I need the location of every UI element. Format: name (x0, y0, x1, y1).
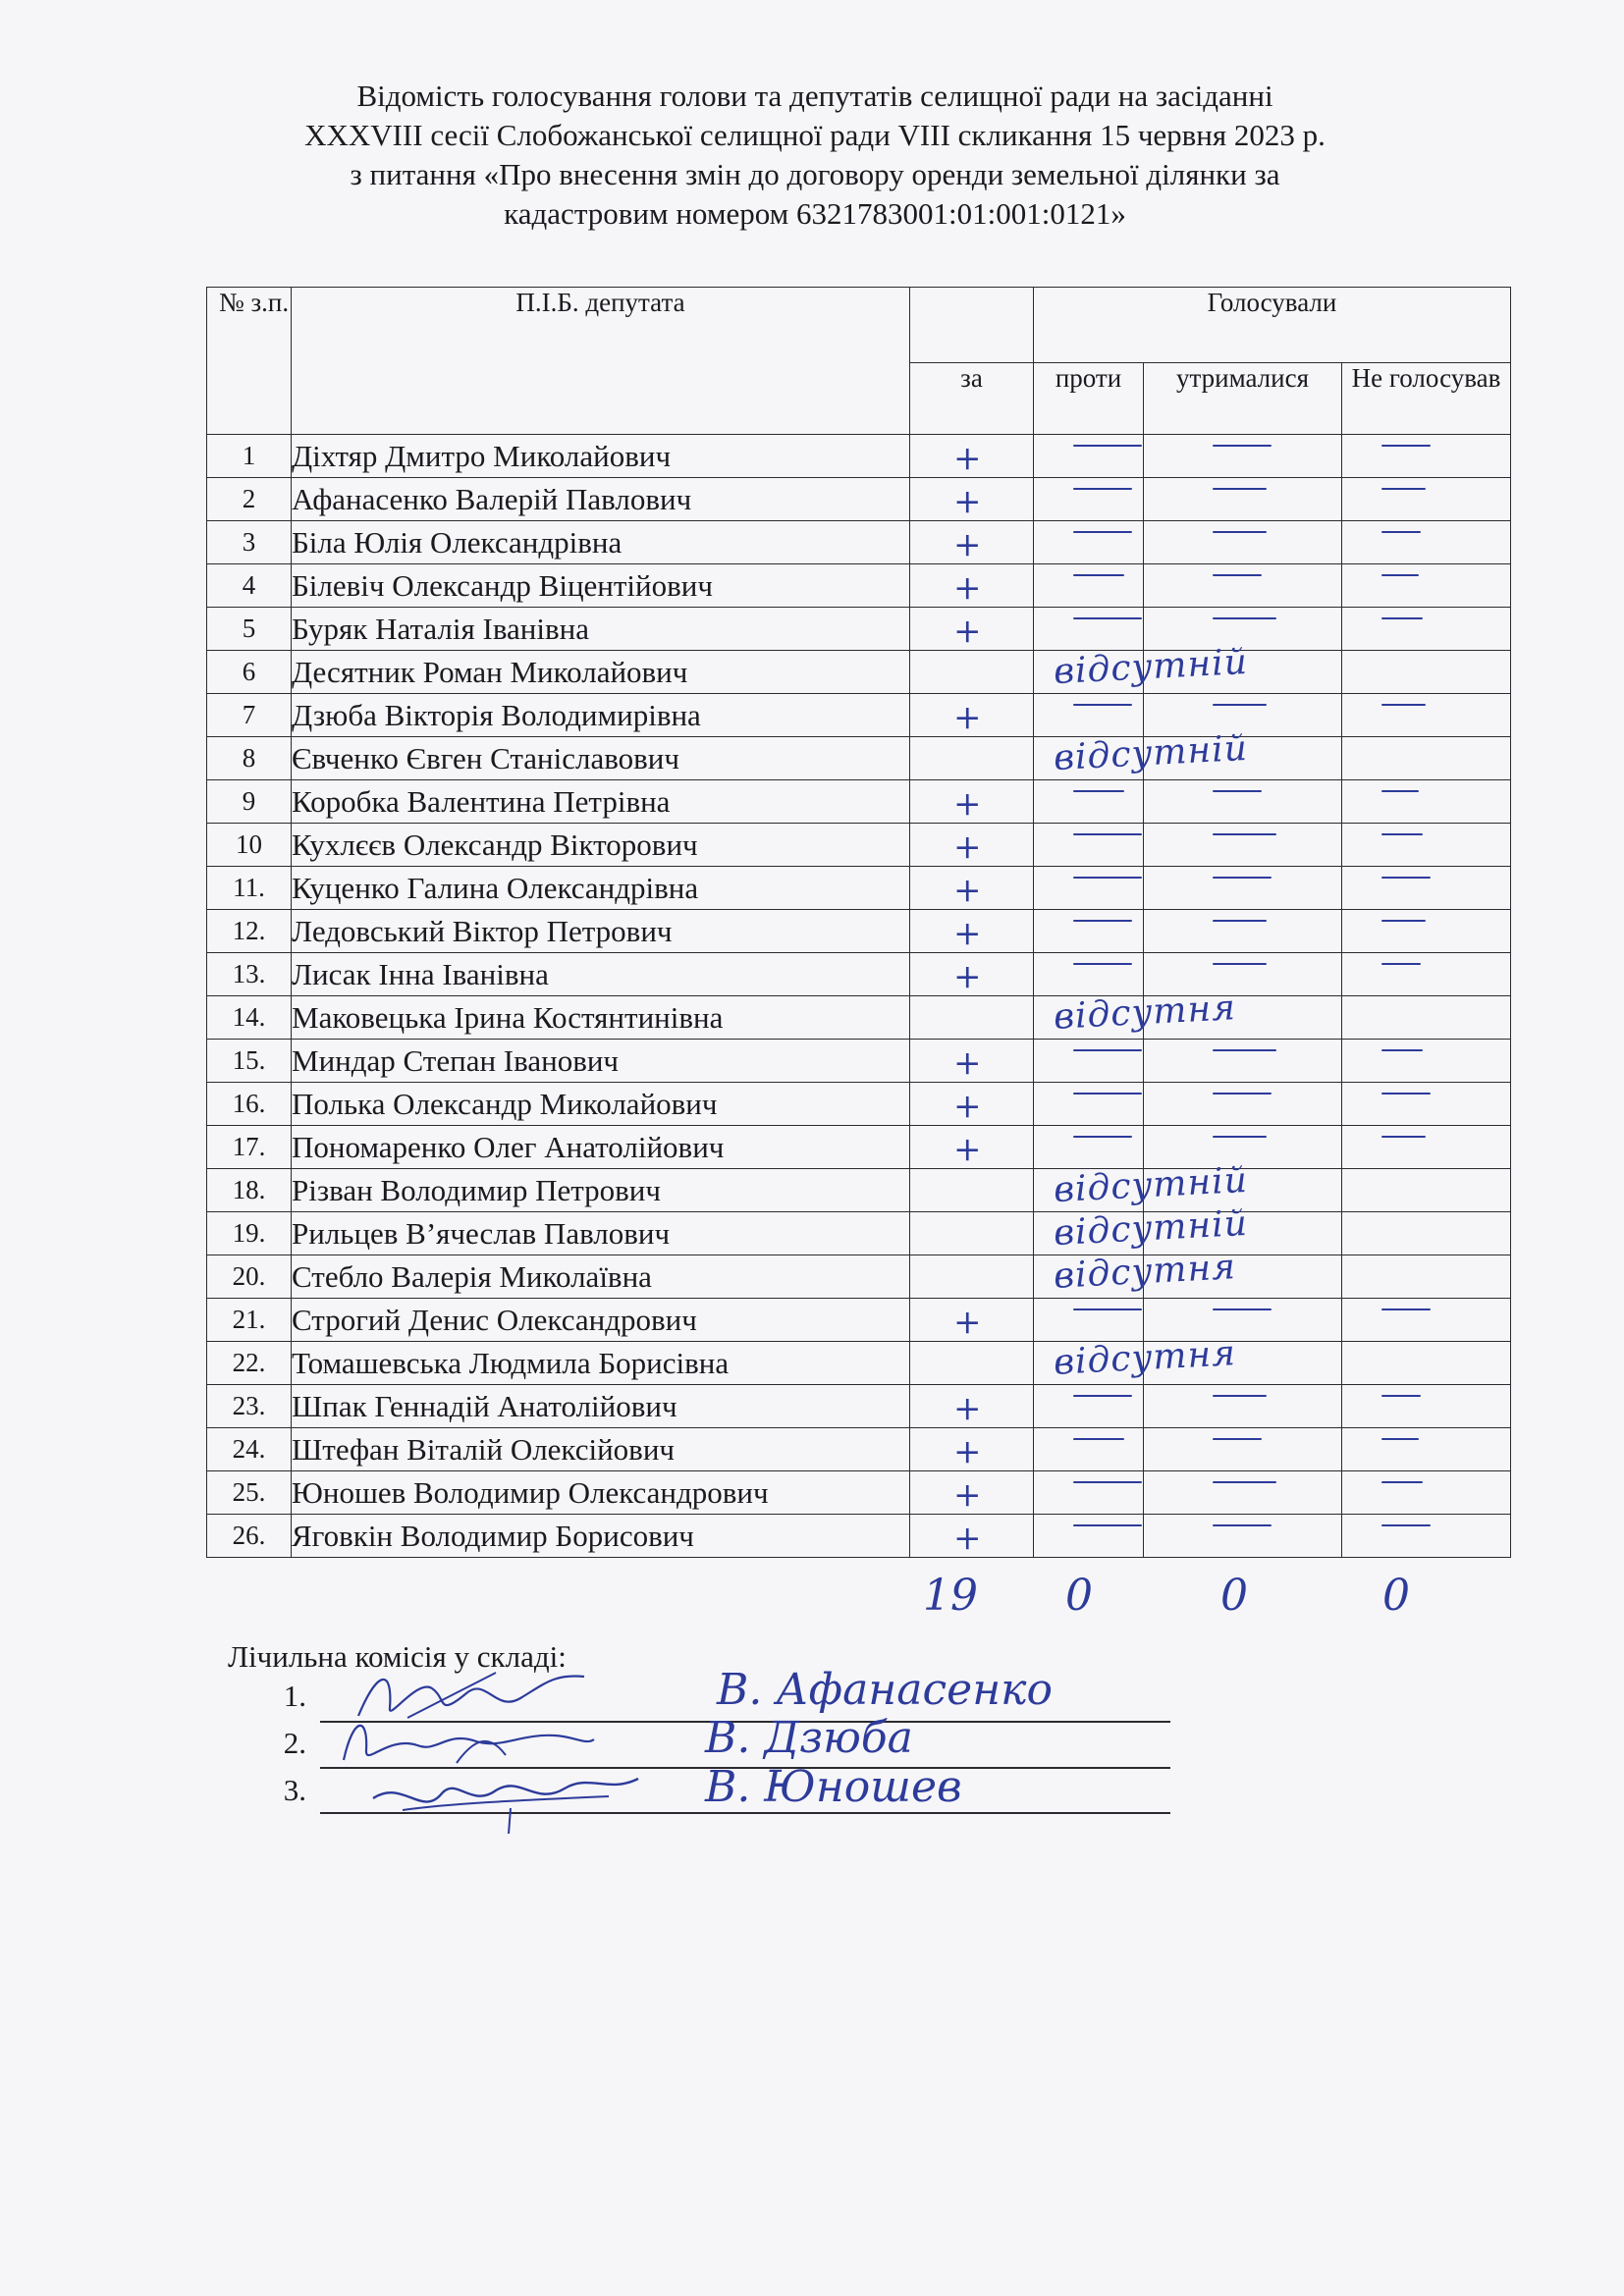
vote-utrym-cell (1144, 953, 1342, 996)
vote-za-cell (910, 910, 1034, 953)
commission-number: 3. (283, 1773, 306, 1807)
vote-dash-mark (1213, 1049, 1276, 1051)
row-number: 25. (207, 1471, 292, 1515)
vote-proty-cell (1034, 608, 1144, 651)
vote-za-cell (910, 1385, 1034, 1428)
vote-utrym-cell (1144, 564, 1342, 608)
row-number: 8 (207, 737, 292, 780)
vote-dash-mark (1213, 963, 1267, 965)
vote-dash-mark (1381, 1395, 1421, 1397)
vote-plus-mark: + (953, 1043, 982, 1083)
document-title (196, 77, 1434, 234)
vote-za-cell (910, 1428, 1034, 1471)
vote-dash-mark (1381, 1136, 1426, 1138)
deputy-name: Ледовський Віктор Петрович (292, 910, 910, 953)
vote-dash-mark (1073, 920, 1132, 922)
vote-dash-mark (1381, 833, 1423, 835)
vote-proty-cell (1034, 727, 1249, 780)
table-row (207, 1212, 1511, 1255)
vote-dash-mark (1213, 920, 1267, 922)
deputy-name: Миндар Степан Іванович (292, 1040, 910, 1083)
vote-utrym-cell (1144, 1040, 1342, 1083)
vote-ne-cell (1342, 478, 1511, 521)
row-number: 16. (207, 1083, 292, 1126)
deputy-name: Полька Олександр Миколайович (292, 1083, 910, 1126)
vote-za-cell (910, 996, 1034, 1040)
row-number: 1 (207, 435, 292, 478)
table-row (207, 694, 1511, 737)
vote-proty-cell (1034, 780, 1144, 824)
vote-plus-mark: + (953, 439, 982, 478)
row-number: 10 (207, 824, 292, 867)
vote-ne-cell (1342, 435, 1511, 478)
vote-proty-cell (1034, 1333, 1237, 1385)
table-row (207, 910, 1511, 953)
vote-ne-cell (1342, 1515, 1511, 1558)
vote-utrym-cell (1144, 1471, 1342, 1515)
signature-3 (363, 1749, 658, 1838)
vote-dash-mark (1381, 617, 1423, 619)
deputy-name: Біла Юлія Олександрівна (292, 521, 910, 564)
vote-za-cell (910, 780, 1034, 824)
vote-za-cell (910, 564, 1034, 608)
vote-plus-mark: + (953, 957, 982, 996)
vote-ne-cell (1342, 953, 1511, 996)
vote-dash-mark (1213, 445, 1272, 447)
header-number-label: № з.п. (219, 288, 290, 317)
vote-plus-mark: + (953, 482, 982, 521)
vote-dash-mark (1073, 531, 1132, 533)
vote-dash-mark (1073, 488, 1132, 490)
table-row (207, 1126, 1511, 1169)
vote-plus-mark: + (953, 914, 982, 953)
absent-note: відсутня (1053, 988, 1237, 1038)
row-number: 3 (207, 521, 292, 564)
vote-za-cell (910, 478, 1034, 521)
row-number: 18. (207, 1169, 292, 1212)
vote-proty-cell (1034, 478, 1144, 521)
commission-number: 2. (283, 1726, 306, 1760)
deputy-name: Лисак Інна Іванівна (292, 953, 910, 996)
vote-dash-mark (1073, 617, 1142, 619)
vote-proty-cell (1034, 910, 1144, 953)
deputy-name: Дзюба Вікторія Володимирівна (292, 694, 910, 737)
deputy-name: Куценко Галина Олександрівна (292, 867, 910, 910)
commission-line-2 (228, 1726, 320, 1761)
vote-za-cell (910, 435, 1034, 478)
vote-ne-cell (1342, 780, 1511, 824)
vote-za-cell (910, 953, 1034, 996)
table-row (207, 867, 1511, 910)
vote-dash-mark (1073, 1395, 1132, 1397)
vote-utrym-cell (1144, 824, 1342, 867)
deputy-name: Шпак Геннадій Анатолійович (292, 1385, 910, 1428)
table-row (207, 608, 1511, 651)
vote-utrym-cell (1144, 1515, 1342, 1558)
vote-ne-cell (1342, 1385, 1511, 1428)
absent-note: відсутня (1053, 1247, 1237, 1297)
vote-proty-cell (1034, 1040, 1144, 1083)
vote-dash-mark (1213, 574, 1262, 576)
vote-utrym-cell (1144, 1428, 1342, 1471)
row-number: 22. (207, 1342, 292, 1385)
vote-plus-mark: + (953, 1087, 982, 1126)
vote-dash-mark (1073, 574, 1124, 576)
vote-dash-mark (1213, 531, 1267, 533)
row-number: 19. (207, 1212, 292, 1255)
vote-ne-cell (1342, 1083, 1511, 1126)
vote-proty-cell (1034, 1159, 1249, 1212)
vote-proty-cell (1034, 521, 1144, 564)
vote-dash-mark (1381, 920, 1426, 922)
vote-proty-cell (1034, 1083, 1144, 1126)
vote-za-cell (910, 694, 1034, 737)
vote-proty-cell (1034, 867, 1144, 910)
row-number: 13. (207, 953, 292, 996)
header-za: за (910, 363, 1034, 435)
commission-line-3 (228, 1773, 320, 1808)
commission-member-name: В. Афанасенко (717, 1665, 1053, 1715)
table-row (207, 1515, 1511, 1558)
vote-dash-mark (1213, 1395, 1267, 1397)
vote-plus-mark: + (953, 828, 982, 867)
table-row (207, 564, 1511, 608)
header-proty: проти (1034, 363, 1144, 435)
vote-dash-mark (1213, 833, 1276, 835)
row-number: 24. (207, 1428, 292, 1471)
vote-utrym-cell (1144, 1212, 1342, 1255)
row-number: 21. (207, 1299, 292, 1342)
commission-line-1 (228, 1679, 320, 1714)
vote-dash-mark (1213, 1524, 1272, 1526)
header-utrym: утрималися (1144, 363, 1342, 435)
table-row (207, 1083, 1511, 1126)
vote-dash-mark (1381, 877, 1431, 879)
vote-proty-cell (1034, 1247, 1237, 1299)
vote-proty-cell (1034, 1299, 1144, 1342)
vote-dash-mark (1073, 1136, 1132, 1138)
absent-note: відсутній (1053, 641, 1249, 693)
vote-dash-mark (1381, 1438, 1419, 1440)
vote-proty-cell (1034, 1202, 1249, 1255)
deputy-name: Діхтяр Дмитро Миколайович (292, 435, 910, 478)
vote-za-cell (910, 521, 1034, 564)
table-row (207, 651, 1511, 694)
header-fio: П.І.Б. депутата (292, 288, 910, 435)
deputy-name: Строгий Денис Олександрович (292, 1299, 910, 1342)
table-row (207, 478, 1511, 521)
vote-dash-mark (1213, 488, 1267, 490)
vote-ne-cell (1342, 737, 1511, 780)
table-row (207, 1342, 1511, 1385)
vote-dash-mark (1381, 488, 1426, 490)
vote-utrym-cell (1144, 737, 1342, 780)
vote-proty-cell (1034, 435, 1144, 478)
deputy-name: Яговкін Володимир Борисович (292, 1515, 910, 1558)
vote-utrym-cell (1144, 1385, 1342, 1428)
vote-za-cell (910, 1083, 1034, 1126)
deputy-name: Євченко Євген Станіславович (292, 737, 910, 780)
table-row (207, 521, 1511, 564)
header-blank (910, 288, 1034, 363)
vote-dash-mark (1073, 833, 1142, 835)
vote-ne-cell (1342, 824, 1511, 867)
vote-dash-mark (1213, 1308, 1272, 1310)
deputy-name: Різван Володимир Петрович (292, 1169, 910, 1212)
vote-ne-cell (1342, 1040, 1511, 1083)
vote-dash-mark (1213, 877, 1272, 879)
vote-dash-mark (1073, 1308, 1142, 1310)
vote-ne-cell (1342, 1428, 1511, 1471)
vote-plus-mark: + (953, 784, 982, 824)
vote-za-cell (910, 1515, 1034, 1558)
vote-proty-cell (1034, 694, 1144, 737)
row-number: 6 (207, 651, 292, 694)
title-line-1: Відомість голосування голови та депутатів селищної ради на засіданні (356, 79, 1273, 113)
vote-dash-mark (1073, 1438, 1124, 1440)
title-line-3: з питання «Про внесення змін до договору оренди земельної ділянки за (350, 157, 1280, 191)
vote-dash-mark (1381, 1093, 1431, 1095)
vote-ne-cell (1342, 1212, 1511, 1255)
vote-za-cell (910, 1471, 1034, 1515)
row-number: 20. (207, 1255, 292, 1299)
vote-ne-cell (1342, 521, 1511, 564)
vote-proty-cell (1034, 1515, 1144, 1558)
row-number: 7 (207, 694, 292, 737)
vote-za-cell (910, 1299, 1034, 1342)
vote-dash-mark (1073, 1093, 1142, 1095)
vote-ne-cell (1342, 910, 1511, 953)
vote-plus-mark: + (953, 525, 982, 564)
table-row (207, 1299, 1511, 1342)
vote-plus-mark: + (953, 612, 982, 651)
vote-za-cell (910, 867, 1034, 910)
vote-proty-cell (1034, 824, 1144, 867)
vote-za-cell (910, 1342, 1034, 1385)
commission-member-name: В. Дзюба (705, 1713, 913, 1763)
table-row (207, 1471, 1511, 1515)
deputy-name: Пономаренко Олег Анатолійович (292, 1126, 910, 1169)
vote-ne-cell (1342, 867, 1511, 910)
vote-plus-mark: + (953, 568, 982, 608)
absent-note: відсутній (1053, 727, 1249, 779)
deputy-name: Томашевська Людмила Борисівна (292, 1342, 910, 1385)
vote-utrym-cell (1144, 1299, 1342, 1342)
vote-dash-mark (1073, 1049, 1142, 1051)
vote-ne-cell (1342, 564, 1511, 608)
vote-dash-mark (1381, 790, 1419, 792)
vote-ne-cell (1342, 694, 1511, 737)
vote-za-cell (910, 1040, 1034, 1083)
vote-ne-cell (1342, 1255, 1511, 1299)
row-number: 26. (207, 1515, 292, 1558)
vote-utrym-cell (1144, 1255, 1342, 1299)
vote-utrym-cell (1144, 651, 1342, 694)
vote-dash-mark (1073, 1524, 1142, 1526)
vote-plus-mark: + (953, 698, 982, 737)
commission-member-name: В. Юношев (705, 1762, 962, 1812)
vote-plus-mark: + (953, 1130, 982, 1169)
vote-plus-mark: + (953, 1303, 982, 1342)
table-row (207, 737, 1511, 780)
table-row (207, 1385, 1511, 1428)
row-number: 9 (207, 780, 292, 824)
deputy-name: Юношев Володимир Олександрович (292, 1471, 910, 1515)
vote-dash-mark (1381, 1308, 1431, 1310)
total-utrym: 0 (1220, 1571, 1248, 1621)
total-proty: 0 (1065, 1571, 1093, 1621)
header-number (207, 288, 292, 435)
total-za: 19 (923, 1571, 978, 1621)
vote-dash-mark (1213, 1481, 1276, 1483)
vote-za-cell (910, 1169, 1034, 1212)
vote-dash-mark (1213, 617, 1276, 619)
deputy-name: Коробка Валентина Петрівна (292, 780, 910, 824)
table-row (207, 1169, 1511, 1212)
vote-dash-mark (1381, 963, 1421, 965)
vote-utrym-cell (1144, 996, 1342, 1040)
row-number: 15. (207, 1040, 292, 1083)
vote-proty-cell (1034, 564, 1144, 608)
vote-dash-mark (1073, 877, 1142, 879)
vote-proty-cell (1034, 953, 1144, 996)
vote-za-cell (910, 651, 1034, 694)
table-row (207, 1255, 1511, 1299)
vote-proty-cell (1034, 641, 1249, 694)
vote-proty-cell (1034, 988, 1237, 1040)
vote-dash-mark (1073, 445, 1142, 447)
vote-plus-mark: + (953, 1519, 982, 1558)
total-ne: 0 (1382, 1571, 1410, 1621)
title-line-4: кадастровим номером 6321783001:01:001:0121» (504, 196, 1126, 231)
vote-proty-cell (1034, 1471, 1144, 1515)
vote-utrym-cell (1144, 867, 1342, 910)
table-row (207, 1040, 1511, 1083)
vote-dash-mark (1073, 704, 1132, 706)
vote-proty-cell (1034, 1428, 1144, 1471)
commission-number: 1. (283, 1679, 306, 1713)
table-row (207, 435, 1511, 478)
vote-plus-mark: + (953, 1475, 982, 1515)
vote-dash-mark (1381, 1524, 1431, 1526)
vote-dash-mark (1213, 704, 1267, 706)
header-voted: Голосували (1034, 288, 1511, 363)
vote-dash-mark (1213, 1438, 1262, 1440)
title-line-2: XXXVIII сесії Слобожанської селищної ради VIII скликання 15 червня 2023 р. (304, 118, 1326, 152)
voting-table (206, 287, 1511, 1558)
header-ne: Не голосував (1342, 363, 1511, 435)
deputy-name: Рильцев В’ячеслав Павлович (292, 1212, 910, 1255)
vote-ne-cell (1342, 996, 1511, 1040)
row-number: 4 (207, 564, 292, 608)
vote-dash-mark (1381, 574, 1419, 576)
vote-ne-cell (1342, 1471, 1511, 1515)
table-row (207, 780, 1511, 824)
vote-ne-cell (1342, 1126, 1511, 1169)
vote-utrym-cell (1144, 1342, 1342, 1385)
row-number: 11. (207, 867, 292, 910)
deputy-name: Кухлєєв Олександр Вікторович (292, 824, 910, 867)
vote-utrym-cell (1144, 435, 1342, 478)
vote-plus-mark: + (953, 1389, 982, 1428)
vote-dash-mark (1381, 531, 1421, 533)
vote-ne-cell (1342, 1299, 1511, 1342)
vote-utrym-cell (1144, 478, 1342, 521)
vote-dash-mark (1213, 1136, 1267, 1138)
vote-dash-mark (1381, 1049, 1423, 1051)
vote-ne-cell (1342, 1342, 1511, 1385)
deputy-name: Афанасенко Валерій Павлович (292, 478, 910, 521)
vote-ne-cell (1342, 1169, 1511, 1212)
vote-utrym-cell (1144, 1083, 1342, 1126)
vote-za-cell (910, 608, 1034, 651)
vote-utrym-cell (1144, 521, 1342, 564)
deputy-name: Штефан Віталій Олексійович (292, 1428, 910, 1471)
row-number: 2 (207, 478, 292, 521)
deputy-name: Білевіч Олександр Віцентійович (292, 564, 910, 608)
vote-utrym-cell (1144, 780, 1342, 824)
table-row (207, 996, 1511, 1040)
vote-dash-mark (1073, 790, 1124, 792)
deputy-name: Буряк Наталія Іванівна (292, 608, 910, 651)
deputy-name: Десятник Роман Миколайович (292, 651, 910, 694)
commission-label: Лічильна комісія у складі: (228, 1639, 567, 1674)
vote-utrym-cell (1144, 910, 1342, 953)
vote-plus-mark: + (953, 1432, 982, 1471)
vote-ne-cell (1342, 608, 1511, 651)
vote-dash-mark (1381, 445, 1431, 447)
absent-note: відсутній (1053, 1202, 1249, 1255)
vote-dash-mark (1073, 1481, 1142, 1483)
vote-dash-mark (1381, 704, 1426, 706)
deputy-name: Маковецька Ірина Костянтинівна (292, 996, 910, 1040)
vote-dash-mark (1213, 1093, 1272, 1095)
vote-dash-mark (1213, 790, 1262, 792)
row-number: 23. (207, 1385, 292, 1428)
table-row (207, 953, 1511, 996)
vote-za-cell (910, 824, 1034, 867)
vote-proty-cell (1034, 1385, 1144, 1428)
vote-za-cell (910, 1255, 1034, 1299)
table-row (207, 824, 1511, 867)
vote-ne-cell (1342, 651, 1511, 694)
absent-note: відсутній (1053, 1159, 1249, 1211)
row-number: 12. (207, 910, 292, 953)
vote-dash-mark (1381, 1481, 1423, 1483)
vote-za-cell (910, 737, 1034, 780)
vote-za-cell (910, 1212, 1034, 1255)
absent-note: відсутня (1053, 1333, 1237, 1383)
vote-za-cell (910, 1126, 1034, 1169)
row-number: 17. (207, 1126, 292, 1169)
row-number: 5 (207, 608, 292, 651)
vote-plus-mark: + (953, 871, 982, 910)
row-number: 14. (207, 996, 292, 1040)
deputy-name: Стебло Валерія Миколаївна (292, 1255, 910, 1299)
table-row (207, 1428, 1511, 1471)
vote-dash-mark (1073, 963, 1132, 965)
vote-proty-cell (1034, 1126, 1144, 1169)
